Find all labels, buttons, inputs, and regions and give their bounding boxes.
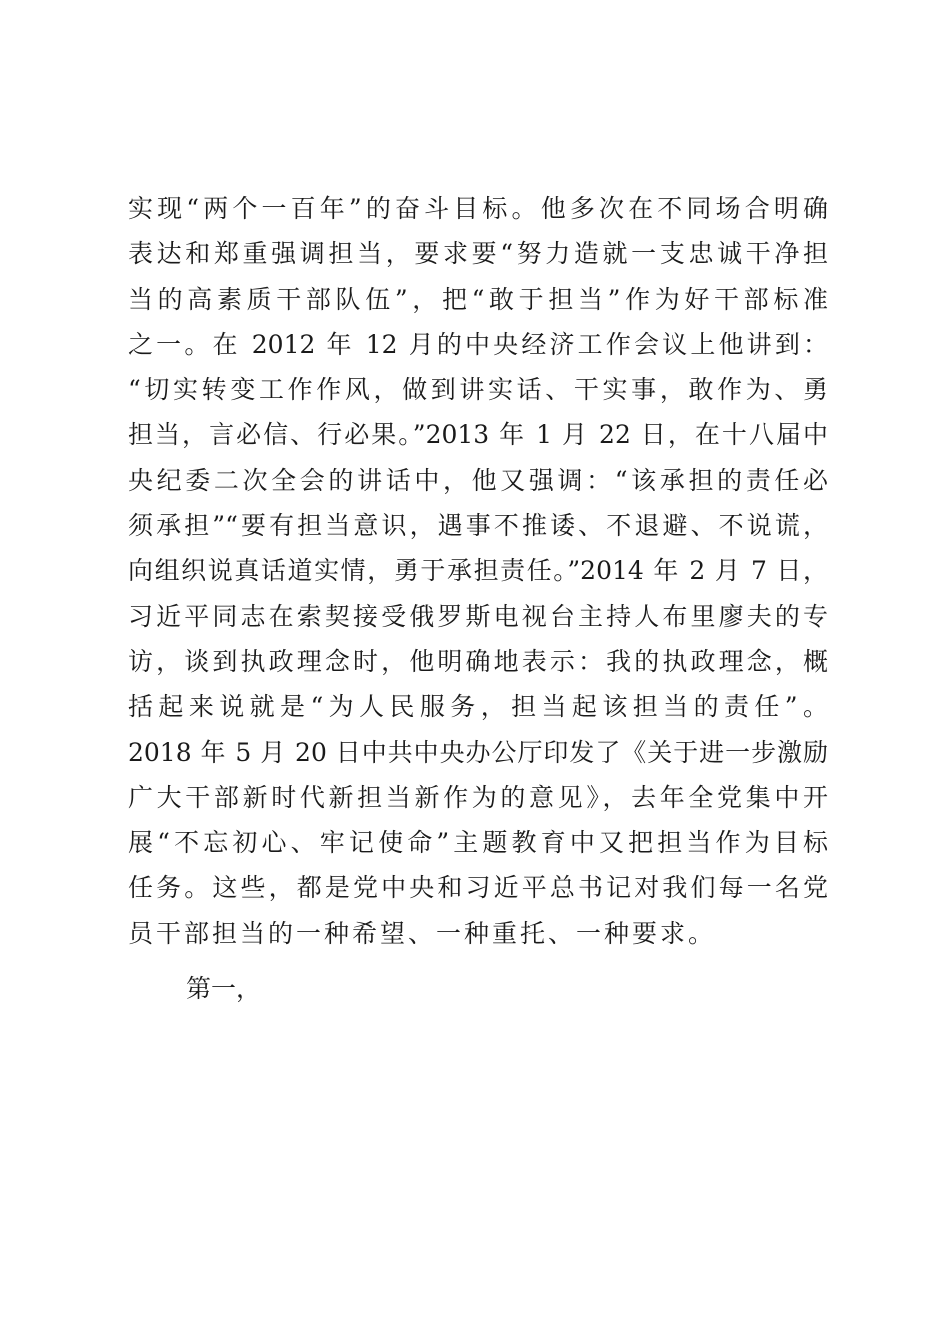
text-line: 向组织说真话道实情，勇于承担责任。”2014 年 2 月 7 日， xyxy=(128,556,828,586)
text-line: 2018 年 5 月 20 日中共中央办公厅印发了《关于进一步激励 xyxy=(128,737,828,767)
text-line: 访，谈到执政理念时，他明确地表示：我的执政理念，概 xyxy=(128,646,828,676)
text-line: “切实转变工作作风，做到讲实话、干实事，敢作为、勇 xyxy=(128,375,828,405)
text-line: 任务。这些，都是党中央和习近平总书记对我们每一名党 xyxy=(128,873,828,903)
text-line: 须承担”“要有担当意识，遇事不推诿、不退避、不说谎， xyxy=(128,511,828,541)
text-line: 担当，言必信、行必果。”2013 年 1 月 22 日，在十八届中 xyxy=(128,420,828,450)
text-line: 习近平同志在索契接受俄罗斯电视台主持人布里廖夫的专 xyxy=(128,601,828,631)
text-line: 括起来说就是“为人民服务，担当起该担当的责任”。 xyxy=(128,692,828,722)
text-line: 央纪委二次全会的讲话中，他又强调：“该承担的责任必 xyxy=(128,465,828,495)
text-line: 展“不忘初心、牢记使命”主题教育中又把担当作为目标 xyxy=(128,828,828,858)
body-paragraph xyxy=(128,186,828,956)
text-line: 之一。在 2012 年 12 月的中央经济工作会议上他讲到： xyxy=(128,329,828,359)
text-line: 表达和郑重强调担当，要求要“努力造就一支忠诚干净担 xyxy=(128,239,828,269)
text-line: 实现“两个一百年”的奋斗目标。他多次在不同场合明确 xyxy=(128,194,828,223)
section-heading: 第一， xyxy=(186,974,262,1003)
text-line: 广大干部新时代新担当新作为的意见》，去年全党集中开 xyxy=(128,782,828,812)
text-line: 当的高素质干部队伍”，把“敢于担当”作为好干部标准 xyxy=(128,284,828,314)
text-line: 员干部担当的一种希望、一种重托、一种要求。 xyxy=(128,918,717,948)
